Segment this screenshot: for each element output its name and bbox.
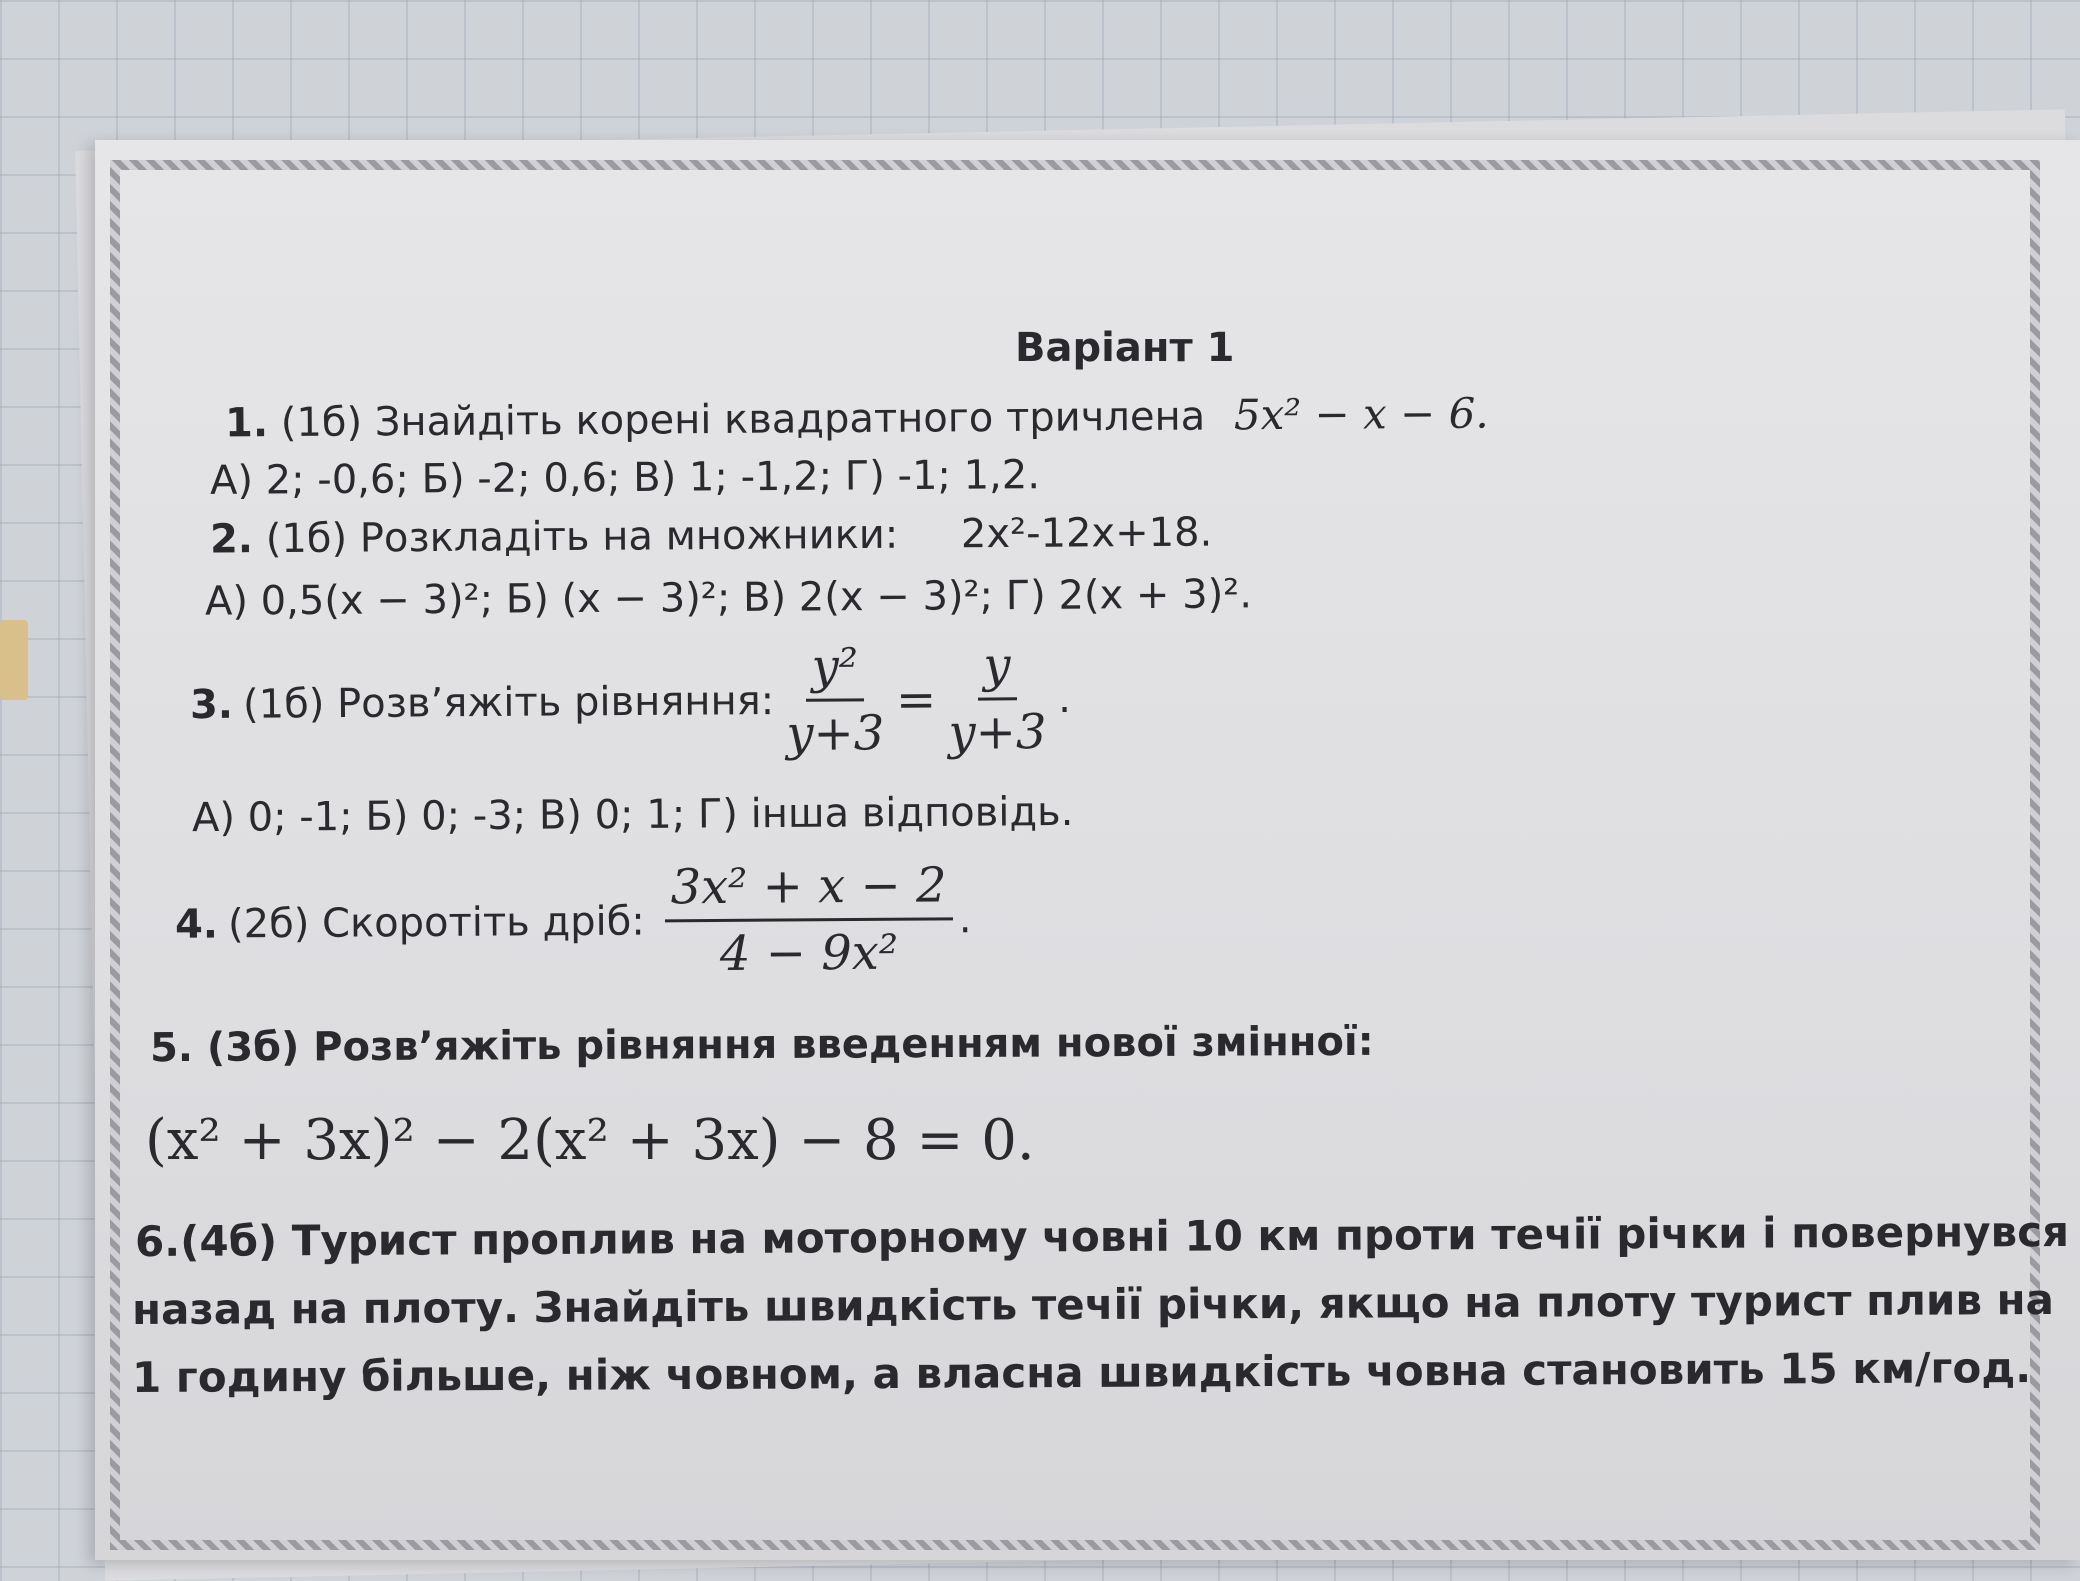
task-5-number: 5. <box>149 1024 194 1072</box>
task-1-number: 1. <box>224 400 269 447</box>
variant-title: Варіант 1 <box>1015 325 1235 371</box>
task-4-number: 4. <box>174 900 219 948</box>
fraction-numerator: 3x² + x − 2 <box>664 857 952 922</box>
period: . <box>1057 675 1072 722</box>
task-2-number: 2. <box>209 516 254 563</box>
period: . <box>958 895 972 942</box>
task-1-text: (1б) Знайдіть корені квадратного тричлена <box>280 393 1206 447</box>
task-3-fraction-left <box>780 638 891 762</box>
task-3-answers: А) 0; -1; Б) 0; -3; В) 0; 1; Г) інша відповідь. <box>191 788 1074 842</box>
task-6-line-2: назад на плоту. Знайдіть швидкість течії річки, якщо на плоту турист плив на <box>131 1274 2055 1335</box>
task-3 <box>190 637 1072 766</box>
task-1-answers: А) 2; -0,6; Б) -2; 0,6; В) 1; -1,2; Г) -1; 1,2. <box>209 452 1041 504</box>
task-5-text: (3б) Розв’яжіть рівняння введенням нової змінної: <box>206 1018 1374 1071</box>
task-6-line-3: 1 годину більше, ніж човном, а власна швидкість човна становить 15 км/год. <box>131 1343 2032 1402</box>
task-4-fraction <box>664 857 953 982</box>
task-4 <box>175 857 972 986</box>
task-5-equation: (x² + 3x)² − 2(x² + 3x) − 8 = 0. <box>145 1108 1035 1173</box>
task-2-expression: 2x²-12x+18. <box>960 509 1213 558</box>
task-3-fraction-right <box>942 637 1053 761</box>
task-6-text-1: (4б) Турист проплив на моторному човні 10 км проти течії річки і повернувся <box>180 1206 2070 1266</box>
equals-sign: = <box>895 671 937 728</box>
task-6-number: 6. <box>134 1216 181 1267</box>
task-2-answers: А) 0,5(x − 3)²; Б) (x − 3)²; В) 2(x − 3)²; Г) 2(x + 3)². <box>204 571 1253 625</box>
task-1-expression: 5x² − x − 6. <box>1233 388 1489 440</box>
task-1 <box>225 389 1489 447</box>
task-3-number: 3. <box>189 681 234 728</box>
fraction-numerator: y² <box>805 638 864 701</box>
fraction-denominator: 4 − 9x² <box>719 924 899 982</box>
task-6-line-1 <box>135 1207 2069 1266</box>
task-3-text: (1б) Розв’яжіть рівняння: <box>242 677 775 728</box>
fraction-denominator: y+3 <box>948 704 1047 761</box>
task-2 <box>210 510 1213 563</box>
task-4-text: (2б) Скоротіть дріб: <box>227 898 645 947</box>
fraction-denominator: y+3 <box>786 705 885 762</box>
task-5 <box>150 1019 1374 1071</box>
fraction-numerator: y <box>977 637 1017 700</box>
task-2-text: (1б) Розкладіть на множники: <box>265 511 899 563</box>
